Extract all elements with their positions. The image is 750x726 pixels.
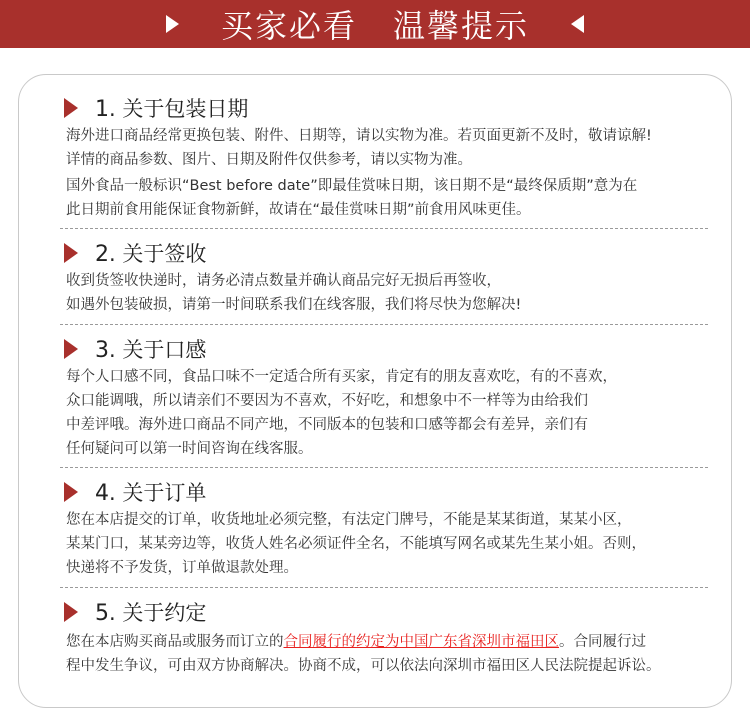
section-heading-row bbox=[45, 479, 707, 505]
triangle-bullet-icon bbox=[64, 482, 78, 502]
section-title bbox=[95, 477, 206, 507]
section-body bbox=[45, 269, 707, 317]
jurisdiction-highlight: 合同履行的约定为中国广东省深圳市福田区 bbox=[283, 634, 559, 650]
section-number: 5 bbox=[95, 601, 109, 626]
section-title-text: . 关于口感 bbox=[109, 338, 207, 362]
section-title bbox=[95, 238, 206, 268]
section-title bbox=[95, 334, 206, 364]
paragraph-line: 如遇外包装破损，请第一时间联系我们在线客服，我们将尽快为您解决! bbox=[66, 297, 522, 313]
paragraph-line: 某某门口，某某旁边等，收货人姓名必须证件全名，不能填写网名或某先生某小姐。否则， bbox=[66, 536, 646, 552]
paragraph-line: 中差评哦。海外进口商品不同产地，不同版本的包装和口感等都会有差异，亲们有 bbox=[66, 417, 588, 433]
triangle-bullet-icon bbox=[64, 98, 78, 118]
paragraph-line: 您在本店提交的订单，收货地址必须完整，有法定门牌号，不能是某某街道，某某小区， bbox=[66, 512, 632, 528]
section-title-text: . 关于约定 bbox=[109, 601, 207, 625]
header-banner bbox=[0, 0, 750, 48]
section-number: 1 bbox=[95, 97, 109, 122]
paragraph-line: 程中发生争议，可由双方协商解决。协商不成，可以依法向深圳市福田区人民法院提起诉讼。 bbox=[66, 658, 661, 674]
paragraph-line: 海外进口商品经常更换包装、附件、日期等，请以实物为准。若页面更新不及时，敬请谅解! bbox=[66, 128, 652, 144]
paragraph-line: 收到货签收快递时，请务必清点数量并确认商品完好无损后再签收， bbox=[66, 273, 501, 289]
section-taste bbox=[45, 336, 707, 461]
section-divider bbox=[60, 324, 708, 325]
paragraph-line: 每个人口感不同，食品口味不一定适合所有买家，肯定有的朋友喜欢吃，有的不喜欢， bbox=[66, 369, 617, 385]
section-body bbox=[45, 124, 707, 222]
triangle-bullet-icon bbox=[64, 243, 78, 263]
section-body bbox=[45, 365, 707, 461]
triangle-bullet-icon bbox=[64, 602, 78, 622]
triangle-bullet-icon bbox=[64, 339, 78, 359]
section-agreement bbox=[45, 599, 707, 678]
paragraph-line: 任何疑问可以第一时间咨询在线客服。 bbox=[66, 441, 313, 457]
banner-title-left: 买家必看 bbox=[220, 7, 357, 45]
section-heading-row bbox=[45, 240, 707, 266]
section-heading-row bbox=[45, 599, 707, 625]
agreement-text-post: 。合同履行过 bbox=[559, 634, 646, 650]
agreement-text-pre: 您在本店购买商品或服务而订立的 bbox=[66, 634, 284, 650]
section-number: 4 bbox=[95, 481, 109, 506]
triangle-right-icon bbox=[166, 15, 179, 33]
paragraph-line: 国外食品一般标识“Best before date”即最佳赏味日期，该日期不是“最终保质期”意为在 bbox=[66, 178, 638, 194]
section-order bbox=[45, 479, 707, 580]
section-packaging-date bbox=[45, 95, 707, 222]
paragraph-line: 众口能调哦，所以请亲们不要因为不喜欢，不好吃，和想象中不一样等为由给我们 bbox=[66, 393, 588, 409]
banner-title-right: 温馨提示 bbox=[393, 7, 530, 45]
paragraph-line bbox=[66, 630, 707, 654]
section-title-text: . 关于包装日期 bbox=[109, 97, 249, 121]
section-title bbox=[95, 93, 248, 123]
section-body bbox=[45, 508, 707, 580]
section-number: 2 bbox=[95, 242, 109, 267]
section-divider bbox=[60, 587, 708, 588]
section-heading-row bbox=[45, 95, 707, 121]
triangle-left-icon bbox=[571, 15, 584, 33]
section-body bbox=[45, 630, 707, 678]
banner-title bbox=[221, 1, 529, 47]
paragraph-line: 此日期前食用能保证食物新鲜，故请在“最佳赏味日期”前食用风味更佳。 bbox=[66, 202, 531, 218]
section-divider bbox=[60, 467, 708, 468]
section-divider bbox=[60, 228, 708, 229]
section-delivery-receipt bbox=[45, 240, 707, 317]
section-number: 3 bbox=[95, 338, 109, 363]
section-title-text: . 关于订单 bbox=[109, 481, 207, 505]
section-title bbox=[95, 597, 206, 627]
section-heading-row bbox=[45, 336, 707, 362]
paragraph-line: 详情的商品参数、图片、日期及附件仅供参考，请以实物为准。 bbox=[66, 152, 472, 168]
paragraph-line: 快递将不予发货，订单做退款处理。 bbox=[66, 560, 298, 576]
section-title-text: . 关于签收 bbox=[109, 242, 207, 266]
